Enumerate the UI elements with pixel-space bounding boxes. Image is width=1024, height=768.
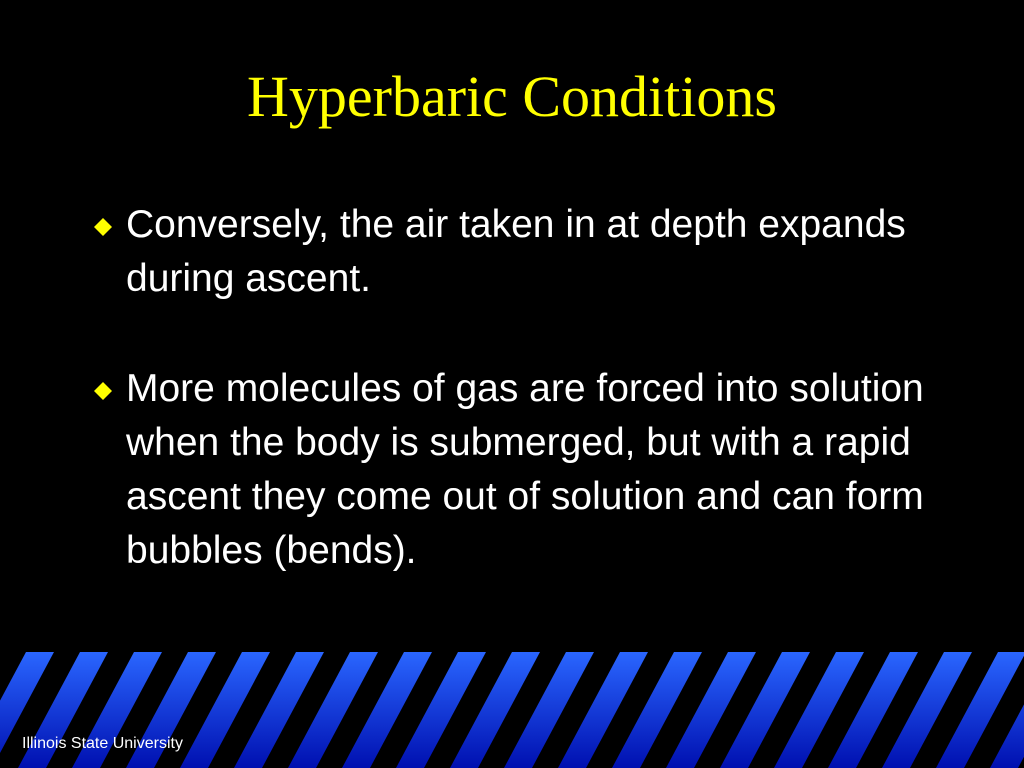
footer-label: Illinois State University [22,735,183,752]
bullet-text: Conversely, the air taken in at depth expands during ascent. [126,203,906,300]
diamond-bullet-icon [94,382,112,400]
slide-title: Hyperbaric Conditions [247,64,777,129]
bullet-list [90,198,970,578]
diamond-bullet-icon [94,218,112,236]
bullet-item [90,362,970,578]
bullet-text: More molecules of gas are forced into solution when the body is submerged, but with a rapid ascent they come out of solution and can form bubbles (bends). [126,367,924,572]
bullet-item [90,198,970,306]
